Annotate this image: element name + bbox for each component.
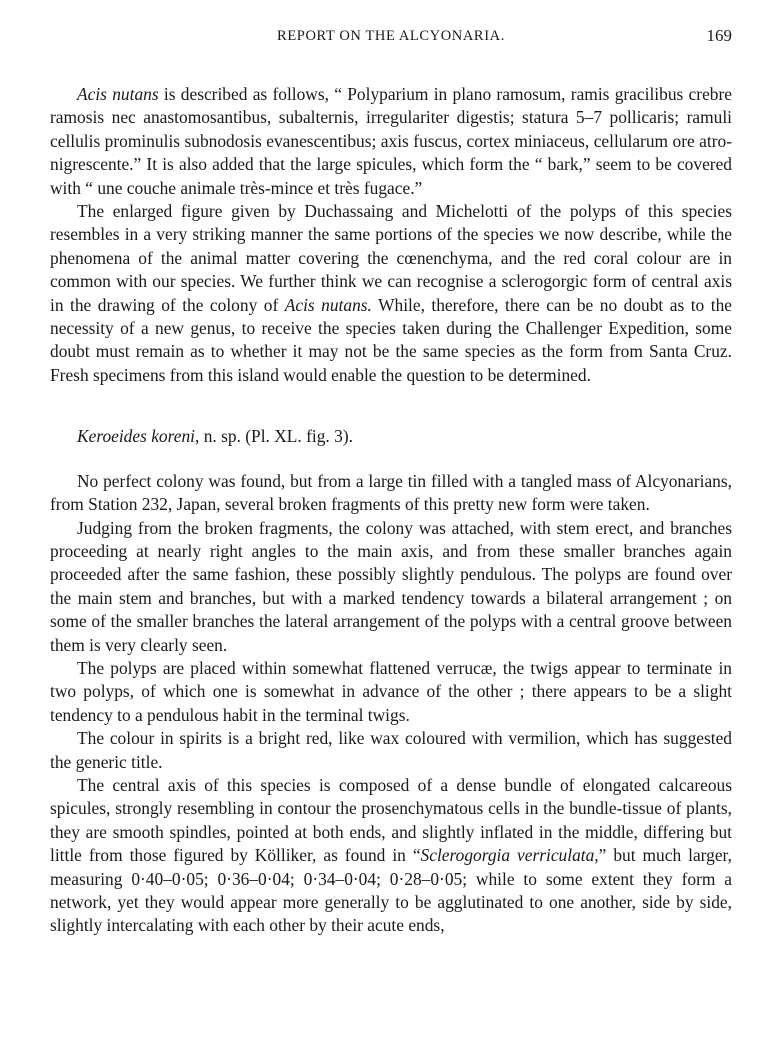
body-text [50,83,732,938]
paragraph-text: Judging from the broken fragments, the colony was attached, with stem erect, and branches proceeding at nearly right angles to the main axis, and from these smaller branches again proceeded after the same fashion, these possibly slightly pendulous. The polyps are found over the main stem and branches, but with a marked tendency towards a bilateral arrangement ; on some of the smaller branches the lateral arrangement of the polyps with a central groove between them is very clearly seen. [50,517,732,655]
paragraph-text: The central axis of this species is composed of a dense bundle of elongated calcareous spicules, strongly resembling in contour the prosenchymatous cells in the bundle-tissue of plants, they are smooth spindles, pointed at both ends, and slightly inflated in the middle, differing but little from those figured by Kölliker, as found in “ [50,774,732,866]
page-header [50,26,732,50]
paragraph-colour [50,727,732,774]
paragraph-text: ” but much larger, measuring 0·40–0·05; 0·36–0·04; 0·34–0·04; 0·28–0·05; while to some extent they form a network, yet they would appear more generally to be agglutinated to one another, side by side, slightly intercalating with each other by their acute ends, [50,845,732,936]
paragraph-text: The enlarged figure given by Duchassaing and Michelotti of the polyps of this species resembles in a very striking manner the same portions of the species we now describe, while the phenomena of the animal matter covering the cœnenchyma, and the red coral colour are in common with our species. We further think we can recognise a sclerogorgic form of central axis in the drawing of the colony of [50,201,732,315]
paragraph-text: No perfect colony was found, but from a large tin filled with a tangled mass of Alcyonarians, from Station 232, Japan, several broken fragments of this pretty new form were taken. [50,470,732,515]
section-species-name: Keroeides koreni [77,426,195,447]
paragraph-colony-structure [50,517,732,657]
page-number: 169 [706,26,732,45]
section-plate-reference: , n. sp. (Pl. XL. fig. 3). [195,426,353,447]
species-name-italic: Acis nutans. [284,294,372,315]
paragraph-acis-nutans-description [50,83,732,200]
paragraph-polyps-verrucae [50,657,732,727]
paragraph-text: While, therefore, there can be no doubt as to the necessity of a new genus, to receive the species taken during the Challenger Expedition, some doubt must remain as to whether it may not be the same species as the form from Santa Cruz. Fresh specimens from this island would enable the question to be determined. [50,294,732,385]
species-name-italic: Sclerogorgia verriculata, [420,845,599,866]
paragraph-text: The polyps are placed within somewhat flattened verrucæ, the twigs appear to terminate in two polyps, of which one is somewhat in advance of the other ; there appears to be a slight tendency to a pendulous habit in the terminal twigs. [50,657,732,725]
paragraph-text: is described as follows, “ Polyparium in plano ramosum, ramis gracilibus crebre ramosis nec anastomosantibus, subalternis, irregulariter digestis; statura 5–7 pollicaris; ramuli cellulis prominulis subnodosis evanescentibus; axis fuscus, cortex miniaceus, cellularum ore atro-nigrescente.” It is also added that the large spicules, which form the “ bark,” seem to be covered with “ une couche animale très-mince et très fugace.” [50,84,732,198]
paragraph-central-axis [50,774,732,938]
paragraph-duchassaing-comparison [50,200,732,387]
section-heading-keroeides-koreni [50,425,732,448]
paragraph-colony-found [50,470,732,517]
species-name-italic: Acis nutans [77,84,159,104]
paragraph-text: The colour in spirits is a bright red, like wax coloured with vermilion, which has suggested the generic title. [50,728,732,772]
running-title: REPORT ON THE ALCYONARIA. [277,28,505,44]
